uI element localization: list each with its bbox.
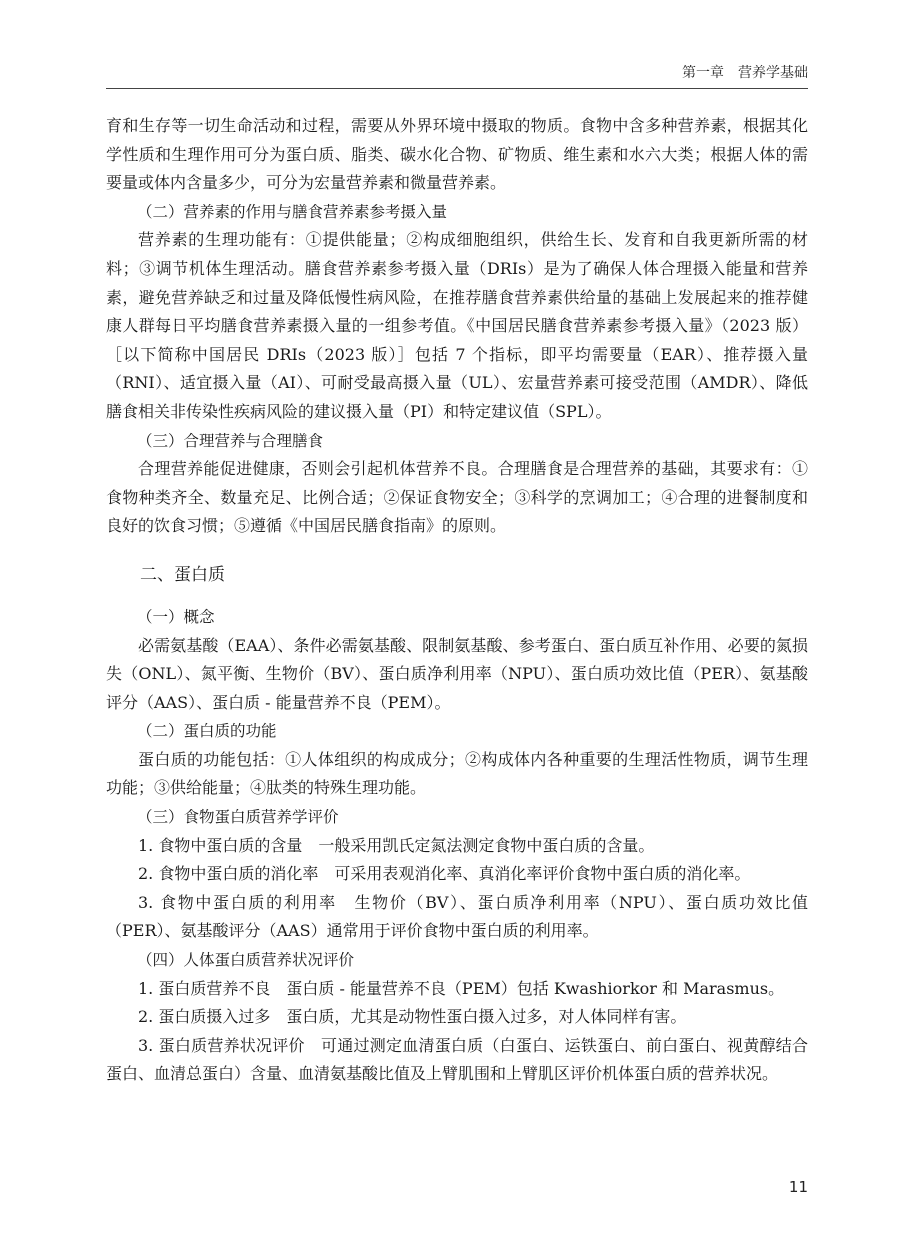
running-header: 第一章 营养学基础 [682,65,808,81]
paragraph: 3. 食物中蛋白质的利用率 生物价（BV）、蛋白质净利用率（NPU）、蛋白质功效比值（PER）、氨基酸评分（AAS）通常用于评价食物中蛋白质的利用率。 [106,892,808,941]
page-body [106,112,808,1089]
paragraph: 2. 蛋白质摄入过多 蛋白质，尤其是动物性蛋白摄入过多，对人体同样有害。 [138,1007,687,1027]
paragraph: 1. 蛋白质营养不良 蛋白质 - 能量营养不良（PEM）包括 Kwashiorkor 和 Marasmus。 [138,978,785,998]
paragraph: 必需氨基酸（EAA）、条件必需氨基酸、限制氨基酸、参考蛋白、蛋白质互补作用、必要的氮损失（ONL）、氮平衡、生物价（BV）、蛋白质净利用率（NPU）、蛋白质功效比值（PER）、氨基酸评分（AAS）、蛋白质 - 能量营养不良（PEM）。 [106,635,808,712]
header-rule [106,88,808,89]
paragraph: 育和生存等一切生命活动和过程，需要从外界环境中摄取的物质。食物中含多种营养素，根据其化学性质和生理作用可分为蛋白质、脂类、碳水化合物、矿物质、维生素和水六大类；根据人体的需要量或体内含量多少，可分为宏量营养素和微量营养素。 [106,116,808,193]
section-heading: 二、蛋白质 [140,564,225,585]
paragraph: 1. 食物中蛋白质的含量 一般采用凯氏定氮法测定食物中蛋白质的含量。 [138,835,655,855]
subsection-heading: （一）概念 [137,607,215,626]
page-number: 11 [788,1178,808,1196]
subsection-heading: （二）营养素的作用与膳食营养素参考摄入量 [137,202,448,221]
subsection-heading: （四）人体蛋白质营养状况评价 [137,951,355,970]
paragraph: 合理营养能促进健康，否则会引起机体营养不良。合理膳食是合理营养的基础，其要求有：①食物种类齐全、数量充足、比例合适；②保证食物安全；③科学的烹调加工；④合理的进餐制度和良好的饮食习惯；⑤遵循《中国居民膳食指南》的原则。 [106,459,808,536]
paragraph: 3. 蛋白质营养状况评价 可通过测定血清蛋白质（白蛋白、运铁蛋白、前白蛋白、视黄醇结合蛋白、血清总蛋白）含量、血清氨基酸比值及上臂肌围和上臂肌区评价机体蛋白质的营养状况。 [106,1035,808,1084]
paragraph: 营养素的生理功能有：①提供能量；②构成细胞组织，供给生长、发育和自我更新所需的材料；③调节机体生理活动。膳食营养素参考摄入量（DRIs）是为了确保人体合理摄入能量和营养素，避免营养缺乏和过量及降低慢性病风险，在推荐膳食营养素供给量的基础上发展起来的推荐健康人群每日平均膳食营养素摄入量的一组参考值。《中国居民膳食营养素参考摄入量》（2023 版）［以下简称中国居民 DRIs（2023 版）］包括 7 个指标，即平均需要量（EAR）、推荐摄入量（RNI）、适宜摄入量（AI）、可耐受最高摄入量（UL）、宏量营养素可接受范围（AMDR）、降低膳食相关非传染性疾病风险的建议摄入量（PI）和特定建议值（SPL）。 [106,230,808,421]
paragraph: 蛋白质的功能包括：①人体组织的构成成分；②构成体内各种重要的生理活性物质，调节生理功能；③供给能量；④肽类的特殊生理功能。 [106,749,808,798]
subsection-heading: （二）蛋白质的功能 [137,722,277,741]
subsection-heading: （三）合理营养与合理膳食 [137,431,324,450]
subsection-heading: （三）食物蛋白质营养学评价 [137,808,339,827]
paragraph: 2. 食物中蛋白质的消化率 可采用表观消化率、真消化率评价食物中蛋白质的消化率。 [138,864,751,884]
